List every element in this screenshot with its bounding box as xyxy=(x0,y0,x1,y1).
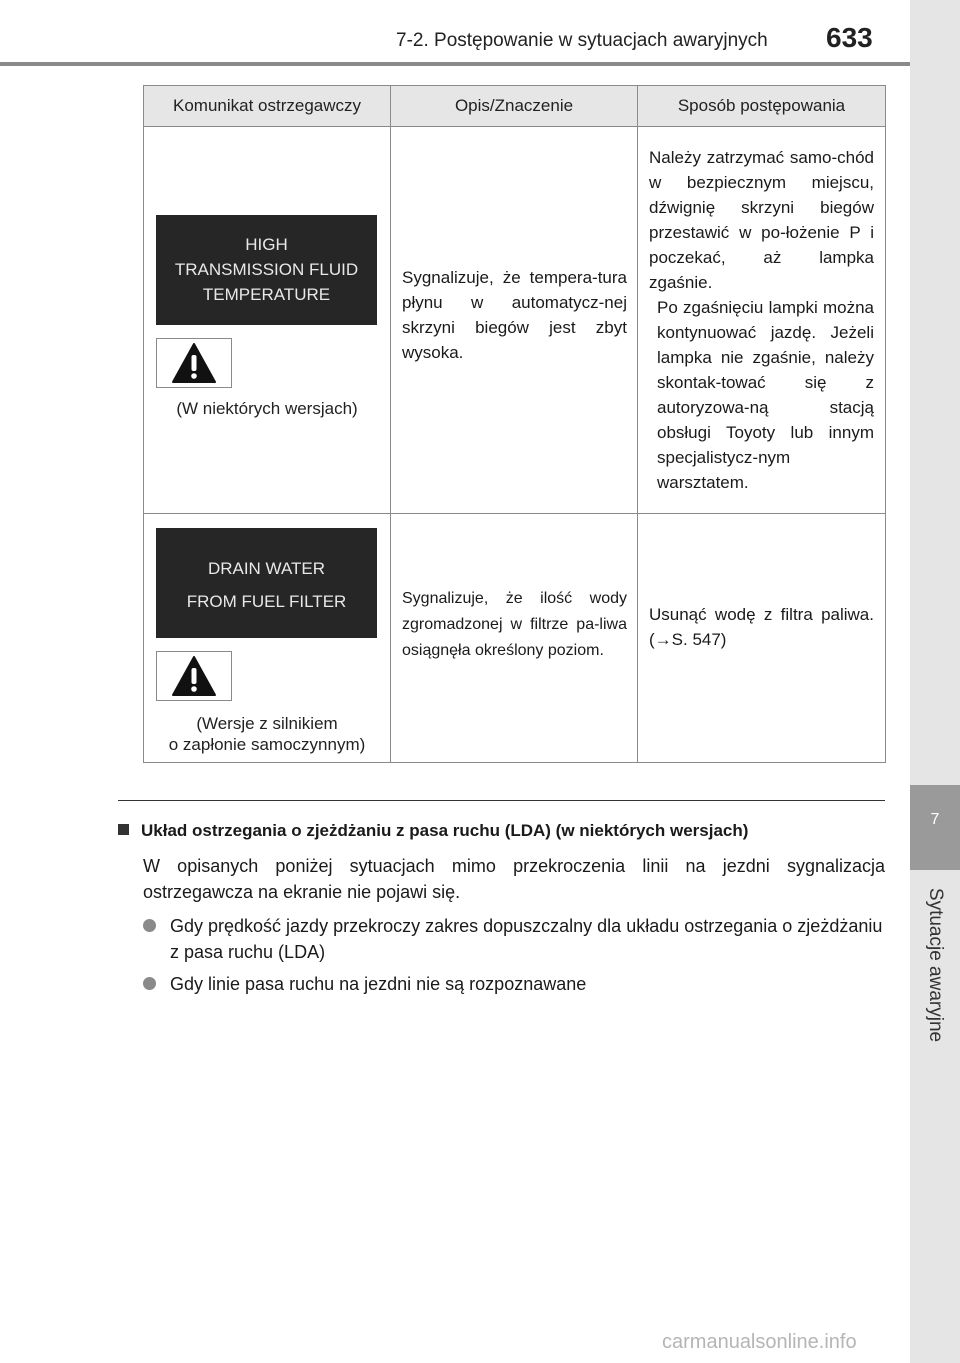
column-header-message: Komunikat ostrzegawczy xyxy=(144,86,391,127)
description-cell xyxy=(391,514,638,763)
description-text: Sygnalizuje, że tempera-tura płynu w automatycz-nej skrzyni biegów jest zbyt wysoka. xyxy=(402,268,627,362)
table-row xyxy=(144,127,886,514)
action-sub: Po zgaśnięciu lampki można kontynuować jazdę. Jeżeli lampka nie zgaśnie, należy skontak-tować się z autoryzowa-ną stacją obsługi Toyoty lub innym specjalistycz-nym warsztatem. xyxy=(657,298,874,492)
section-heading xyxy=(118,821,888,841)
square-bullet-icon xyxy=(118,824,129,835)
warning-triangle-icon xyxy=(156,338,232,388)
display-line: TEMPERATURE xyxy=(202,285,331,304)
variant-note-line: o zapłonie samoczynnym) xyxy=(168,735,366,754)
table-row xyxy=(144,514,886,763)
header-rule xyxy=(0,62,910,66)
circle-bullet-icon xyxy=(143,919,156,932)
side-tab-chapter-label: Sytuacje awaryjne xyxy=(925,887,946,1043)
display-line: FROM FUEL FILTER xyxy=(186,592,347,611)
description-text: Sygnalizuje, że ilość wody zgromadzonej w filtrze pa-liwa osiągnęła określony poziom. xyxy=(402,590,627,659)
page-number: 633 xyxy=(826,22,873,53)
display-screen-transmission-temp xyxy=(156,215,377,325)
action-cell xyxy=(638,514,886,763)
section-heading-text: Układ ostrzegania o zjeżdżaniu z pasa ruchu (LDA) (w niektórych wersjach) xyxy=(141,821,749,840)
display-line: HIGH xyxy=(245,235,288,254)
list-item xyxy=(143,971,885,997)
warning-triangle-icon xyxy=(156,651,232,701)
table-header-row xyxy=(144,86,886,127)
column-header-action: Sposób postępowania xyxy=(638,86,886,127)
action-cell xyxy=(638,127,886,514)
variant-note-line: (Wersje z silnikiem xyxy=(196,714,338,733)
display-screen-drain-water xyxy=(156,528,377,638)
message-cell xyxy=(144,127,391,514)
list-item-text: Gdy linie pasa ruchu na jezdni nie są rozpoznawane xyxy=(170,974,587,994)
action-text xyxy=(649,602,874,652)
circle-bullet-icon xyxy=(143,977,156,990)
variant-note xyxy=(144,713,390,755)
variant-note: (W niektórych wersjach) xyxy=(176,399,358,418)
display-line: TRANSMISSION FLUID xyxy=(174,260,359,279)
section-paragraph: W opisanych poniżej sytuacjach mimo przekroczenia linii na jezdni sygnalizacja ostrzegawcza na ekranie nie pojawi się. xyxy=(143,856,885,902)
side-tab-chapter-number[interactable]: 7 xyxy=(910,785,960,870)
message-cell xyxy=(144,514,391,763)
header-title: 7-2. Postępowanie w sytuacjach awaryjnych xyxy=(396,30,768,51)
side-tab-top xyxy=(910,0,960,785)
section-divider xyxy=(118,800,885,801)
column-header-description: Opis/Znaczenie xyxy=(391,86,638,127)
action-main: Usunąć wodę z filtra paliwa. (→S. 547) xyxy=(649,605,874,649)
action-text xyxy=(649,145,874,495)
list-item xyxy=(143,913,885,965)
description-cell xyxy=(391,127,638,514)
watermark: carmanualsonline.info xyxy=(662,1331,857,1353)
display-line: DRAIN WATER xyxy=(207,559,326,578)
list-item-text: Gdy prędkość jazdy przekroczy zakres dopuszczalny dla układu ostrzegania o zjeżdżaniu z pasa ruchu (LDA) xyxy=(170,916,883,962)
action-main: Należy zatrzymać samo-chód w bezpiecznym miejscu, dźwignię skrzyni biegów przestawić w po-łożenie P i poczekać, aż lampka zgaśnie. xyxy=(649,148,874,292)
warning-messages-table xyxy=(143,85,886,763)
